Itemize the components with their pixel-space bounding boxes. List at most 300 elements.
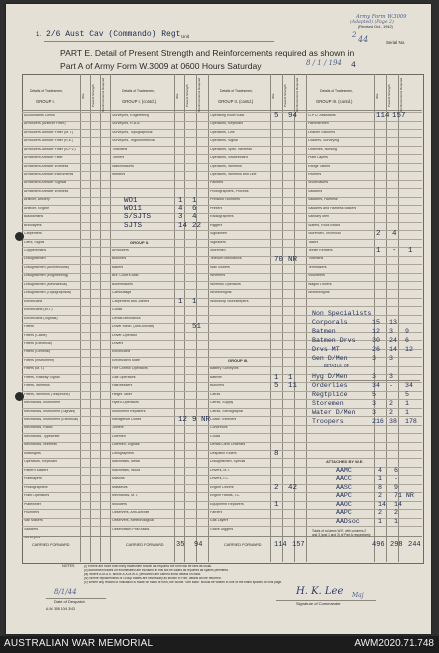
subheader-2-1: W.E. — [175, 92, 180, 99]
attached-label: AADsoc — [336, 517, 360, 525]
row-label-col2: Welders — [112, 172, 126, 176]
row-label-col3: Clerks, Stenographic — [210, 409, 244, 413]
row-label-col4: Textile Refitters — [308, 249, 333, 252]
row-label-col3: Draughtsmen, Special — [210, 460, 246, 464]
row-label-col1: Fitters, Wireless (Telephone) — [24, 392, 70, 396]
attached-reinf: 14 — [394, 500, 402, 508]
row-label-col3: Clerks, Supply — [210, 401, 234, 405]
stamp-label: Gen D/Men — [312, 355, 348, 362]
entry-col3-present: 1 — [274, 500, 279, 509]
row-label-col1: Fitters (M.T.) — [24, 367, 45, 371]
heading-year: 4 — [351, 61, 356, 70]
stamp-present: 24 — [389, 337, 397, 344]
col1-group: GROUP I. — [36, 99, 55, 104]
attached-present: 14 — [378, 500, 386, 508]
row-label-col1: Plant Operators — [24, 494, 50, 497]
serial-label: Serial No. — [386, 40, 406, 45]
unit-suffix: Unit — [181, 34, 190, 39]
entry-col3-present: 70 — [274, 255, 284, 264]
attached-reinf: 71 NR — [394, 492, 414, 500]
row-label-col3: Operators, Signal — [210, 139, 238, 143]
row-label-col1: Armament Artificer Wireless — [24, 189, 69, 193]
row-label-col1: Artificer, Engine — [24, 206, 50, 210]
row-label-col3: Wheelwrights — [210, 291, 232, 295]
entry-col3-reinf: 11 — [288, 382, 298, 391]
row-label-col2: Linemen, Signals — [112, 443, 140, 447]
row-label-col1: Platewriter — [24, 502, 41, 506]
stamp-divider — [310, 380, 420, 381]
row-label-col3: Dental Clerk Orderlies — [210, 443, 246, 447]
row-label-col1: Clerk, Signal — [24, 240, 45, 244]
note-line: (v) Where any reward or indication is made on back of form, the words "See Back" should be written in one of the blank spaces on this page. — [84, 581, 283, 584]
row-line — [22, 137, 422, 138]
row-label-col2: Hydro-Operators — [112, 401, 139, 405]
stamp-label: Corporals — [312, 319, 348, 326]
row-label-col4: Shoemakers — [308, 181, 329, 185]
row-label-col2: Driver Mech. (Anti Aircraft) — [112, 325, 155, 329]
grand-total-c: 244 — [408, 541, 421, 549]
unit-number: 1. — [36, 32, 42, 38]
entry-col2-reinf: 51 — [192, 323, 202, 332]
row-label-col2: Masons — [112, 477, 125, 481]
row-label-col2: Electrician's Mate — [112, 358, 141, 362]
row-label-col2: Moulders — [112, 502, 127, 506]
heading-line-1: PART E. Detail of Present Strength and Reinforcements required as shown in — [60, 48, 355, 58]
entry-col4-reinf: 1 — [408, 247, 413, 256]
row-label-col3: Batmen — [210, 375, 223, 379]
row-label-col2: Observers, Anti-Aircraft — [112, 510, 150, 514]
signature: H. K. Lee — [296, 586, 344, 597]
subheader-4-2: Present Strength — [387, 84, 392, 108]
row-label-col3: Photographers, Process — [210, 189, 249, 193]
row-label-col4: Leather Stitchers — [308, 130, 336, 134]
entry-col2-reinf: 9 NR — [192, 416, 211, 425]
note-line: (iv) Where replacements of Group trades are necessary as shown in Part, details will be returned. — [84, 577, 222, 580]
row-label-col2: Armourers — [112, 249, 129, 252]
punch-hole-bottom — [15, 392, 24, 401]
stamp-we: 3 — [372, 409, 376, 416]
row-label-col1: Plumbers — [24, 510, 40, 514]
despatch-label: Date of Despatch — [54, 599, 85, 604]
row-line — [22, 391, 422, 392]
row-label-col1: Carpenters — [24, 232, 42, 236]
stamp-reinf: 34 — [405, 382, 413, 389]
attached-label: AAOC — [336, 500, 352, 508]
entry-col2-label: S/SJTS — [124, 213, 152, 222]
entry-col4-present: - — [392, 247, 397, 256]
stamp-we: 15 — [372, 319, 380, 326]
col3-detail: Details of Tradesmen, — [220, 89, 253, 93]
row-label-col1: Sail Makers — [24, 519, 43, 523]
form-adapted: (Adapted) (Page 2) — [350, 20, 394, 25]
row-label-col1: Electricians — [24, 299, 43, 303]
row-line — [22, 306, 422, 307]
row-label-col1: Armourers Artificer Fitter (R.E.) — [24, 139, 74, 143]
row-label-col1: Fitters (Electrical) — [24, 341, 52, 345]
print-code: A.W. 358 10/4 3/43 — [46, 607, 75, 611]
subheader-1-3: Reinforcements Required — [101, 77, 106, 112]
row-label-col2: Turners — [112, 156, 125, 160]
row-label-col2: Drivers — [112, 341, 124, 345]
row-label-col1: Blacksmiths — [24, 215, 44, 219]
stamp-reinf: 1 — [405, 409, 409, 416]
row-label-col4: Orderlies, Nursing — [308, 147, 337, 151]
row-label-col2: Surveyors, R.A.A. — [112, 122, 141, 126]
stamp-present: 2 — [389, 400, 393, 407]
carried-forward-1: CARRIED FORWARD — [32, 543, 70, 547]
row-label-col4: Plate Layers — [308, 156, 328, 160]
row-label-col2: Driver-Operator — [112, 333, 137, 337]
stamp-we: 26 — [372, 346, 380, 353]
row-label-col1: Draughtsmen (Topographical) — [24, 291, 72, 295]
row-label-col3: Storemen — [210, 249, 226, 252]
attached-label: AAPC — [336, 492, 352, 500]
row-label-col1: Millwrights — [24, 451, 41, 455]
subheader-3-1: W.E. — [271, 92, 276, 99]
entry-col3-reinf: 1 — [288, 373, 293, 382]
heading-date: 8 / 1 / 194 — [306, 59, 342, 67]
row-label-col2: Gas Operators — [112, 375, 136, 379]
stamp-label: Hyg D/Men — [312, 373, 348, 380]
subheader-3-2: Present Strength — [283, 84, 288, 108]
subheader-1-1: W.E. — [81, 92, 86, 99]
row-label-col1: Armourers Artificer Fitter (A.F.V.) — [24, 147, 76, 151]
attached-present: 1 — [378, 475, 382, 483]
attached-label: AAMC — [336, 466, 352, 474]
row-line — [22, 340, 422, 341]
row-label-col2: Brk. Court's Asst. — [112, 274, 140, 278]
row-label-col2: Observation Post Assts. — [112, 527, 151, 531]
entry-col2-reinf: 4 — [192, 213, 197, 222]
stamp-label: DETAILS OF — [324, 365, 350, 369]
entry-col3-present: 5 — [274, 382, 279, 391]
carried-forward-2: CARRIED FORWARD — [126, 543, 164, 547]
signature-label: Signature of Commander — [296, 601, 341, 606]
despatch-date: 8/1/44 — [54, 588, 77, 596]
stamp-label: Troopers — [312, 418, 344, 425]
row-line — [22, 357, 422, 358]
row-label-col1: Mechanics, Radio — [24, 426, 53, 430]
row-label-col2: Lithographers — [112, 451, 134, 455]
row-label-col1: Armament Artificer Fitter — [24, 156, 63, 160]
row-label-col2: Boilermakers — [112, 282, 133, 286]
row-label-col2: Butchers — [112, 257, 127, 261]
row-label-col4: G.P.O. Assistants — [308, 113, 336, 117]
row-label-col4: Wheelwrights — [308, 291, 330, 295]
row-label-col1: Mechanics, Instrument (Signals) — [24, 409, 76, 413]
row-label-col1: Fitters — [24, 325, 34, 329]
stamp-label: Drvs MT — [312, 346, 340, 353]
row-line — [22, 349, 422, 350]
stamp-present: 3 — [389, 355, 393, 362]
attached-present: 2 — [378, 492, 382, 500]
row-label-col1: Mechanics, Instrument (Electrical) — [24, 418, 79, 421]
row-label-col1: Fitters (Instrument) — [24, 358, 55, 362]
note-line: (ii) Authorised trades on enumerated are included in this will be called as reported as spares permitted. — [84, 569, 229, 572]
row-label-col4: Tinsmiths — [308, 257, 324, 261]
row-label-col4: Loaders, Surveying — [308, 139, 339, 143]
row-label-col4: Sanitary Men — [308, 215, 330, 219]
row-label-col1: Pattern Makers — [24, 468, 49, 472]
row-label-col1: Electricians (Signals) — [24, 316, 58, 320]
stamp-label: Batmen — [312, 328, 336, 335]
row-label-col3: Operators, Keyboard — [210, 122, 244, 126]
entry-col2-present: 12 — [178, 416, 188, 425]
row-label-col3: Butchers — [210, 384, 225, 388]
row-label-col3: Operators, Wireless — [210, 164, 242, 168]
stamp-present: 13 — [389, 319, 397, 326]
attached-reinf: 9 — [394, 483, 398, 491]
stamp-present: 2 — [389, 409, 393, 416]
row-label-col2: Surveyors, Engineering — [112, 113, 150, 117]
row-label-col2: Machinists, Wood — [112, 468, 141, 472]
stamp-we: 3 — [372, 355, 376, 362]
entry-col2-label: SJTS — [124, 221, 143, 230]
form-revised: (Revised Oct., 1942) — [358, 25, 393, 29]
row-label-col3: Drivers, M.T. — [210, 468, 231, 472]
notes-title: NOTES — [62, 564, 75, 568]
entry-col2-present: 4 — [178, 204, 183, 213]
row-label-col3: Riggers — [210, 223, 223, 227]
attached-label: AAPC — [336, 509, 352, 517]
row-label-col1: Draughtsmen (Engineering) — [24, 274, 69, 278]
totals-label — [312, 530, 372, 537]
stamp-we: 3 — [372, 400, 376, 407]
row-label-col1: Electricians (M.T.) — [24, 308, 53, 312]
row-label-col2: Linemen — [112, 434, 126, 438]
row-label-col4: Storemen, Technical — [308, 232, 341, 236]
row-label-col3: Battery Surveyors — [210, 367, 239, 371]
entry-col4-present: 157 — [392, 112, 406, 120]
row-label-col2: Masseurs — [112, 485, 128, 489]
row-label-col1: Armourers (Artificer Fitter) — [24, 122, 66, 126]
row-line — [22, 374, 422, 375]
row-label-col3: Wheelers — [210, 274, 226, 278]
row-label-col4: Saddlers and Harness Makers — [308, 206, 357, 210]
stamp-present: 14 — [389, 346, 397, 353]
row-label-col4: Saddlers, Harness — [308, 198, 338, 202]
entry-col3-reinf: 94 — [288, 112, 298, 120]
entry-col3-present: 8 — [274, 450, 279, 458]
col3-group: GROUP II. (contd.) — [218, 99, 254, 104]
row-label-col3: Wall Sowers — [210, 265, 230, 269]
row-label-col3: Equipment Repairers — [210, 502, 244, 506]
row-label-col1: Armament Artificer Wireless — [24, 164, 69, 168]
row-label-col2: Fire Control Operators — [112, 367, 148, 371]
unit-underline — [44, 41, 274, 42]
stamp-reinf: 9 — [405, 328, 409, 335]
entry-col2-present: 1 — [178, 196, 183, 205]
row-label-col3: Radiographers — [210, 215, 234, 219]
row-line — [22, 205, 422, 206]
entry-col2-reinf: 1 — [192, 297, 197, 306]
row-line — [22, 222, 422, 223]
page-number: 2 — [352, 31, 357, 39]
row-label-col1: Fitters, Railway Signal — [24, 375, 60, 379]
stamp-reinf: 178 — [405, 418, 417, 425]
subheader-3-3: Reinforcements Required — [295, 77, 300, 112]
row-label-col1: Armourers Artificer Fitter (M.T.) — [24, 130, 74, 134]
attached-present: 2 — [378, 509, 382, 517]
row-label-col4: Volunteers — [308, 274, 325, 278]
stamp-label: Batmen Drvs — [312, 337, 356, 344]
stamp-reinf: 5 — [405, 391, 409, 398]
row-label-col1: Accountants Clerks — [24, 113, 55, 117]
row-label-col2: Hairdressers — [112, 384, 133, 388]
attached-present: 1 — [378, 517, 382, 525]
heading-line-2: Part A of Army Form W.3009 at 0600 Hours Saturday — [60, 61, 262, 71]
row-label-col3: Operators, Spec. Wireless — [210, 147, 252, 151]
stamp-label: Regtplice — [312, 391, 348, 398]
row-label-col1: Draughtsmen — [24, 257, 46, 261]
subheader-1-2: Present Strength — [91, 84, 96, 108]
row-label-col3: Farriers — [210, 510, 223, 514]
row-label-col1: Coppersmiths — [24, 249, 47, 252]
entry-col2-label: WO1 — [124, 196, 138, 205]
row-label-col3: Painters — [210, 181, 224, 185]
note-line: (i) If there are more than thirty tradesmen shown as required the form will be sent as usual. — [84, 565, 212, 568]
punch-hole-top — [15, 232, 24, 241]
stamp-label: Storemen — [312, 400, 344, 407]
row-label-col2: Bakers — [112, 265, 124, 269]
attached-present: 8 — [378, 483, 382, 491]
row-line — [22, 433, 422, 434]
row-label-col1: Operators, Keyboard — [24, 460, 58, 464]
stamp-label: Orderlies — [312, 382, 348, 389]
row-label-col3: Cooks — [210, 434, 221, 438]
cf3-b: 157 — [292, 541, 305, 549]
stamp-present: 3 — [389, 373, 393, 380]
row-label-col3: Engine Drivers — [210, 485, 234, 489]
attached-label: AACC — [336, 475, 352, 483]
row-label-col3: Operating Room Asst. — [210, 113, 246, 117]
row-label-col3: Concretors — [210, 426, 228, 430]
stamp-present: 38 — [389, 418, 397, 425]
entry-col4-we: 1 — [376, 247, 381, 256]
row-label-col1: Photographers — [24, 485, 48, 489]
cf3-a: 114 — [274, 541, 287, 549]
row-label-col1: Mechanics, Wireless — [24, 443, 57, 447]
row-line — [22, 332, 422, 333]
row-label-col2: Surveyors, Topographical — [112, 130, 153, 134]
stamp-label: Non Specialists — [312, 310, 372, 317]
note-line: (iii) Where A.M.A.S. and/or A.A.M.W.S. personnel are carried show details on back. — [84, 573, 202, 576]
row-label-col4: ATTACHED BY W.E. — [326, 460, 364, 465]
row-label-col1: Platelayers — [24, 477, 42, 481]
stamp-we: 30 — [372, 337, 380, 344]
entry-col3-present: 2 — [274, 483, 279, 492]
row-label-col1: Draughtsmen (Architectural) — [24, 265, 69, 269]
unit-name: 2/6 Aust Cav (Commando) Regt — [46, 30, 181, 39]
row-label-col1: Fitters (Cable) — [24, 333, 47, 337]
row-label-col2: Watchmakers — [112, 164, 134, 168]
row-label-col3: Drivers, I.C. — [210, 477, 229, 481]
stamp-label: Water D/Men — [312, 409, 356, 416]
stamp-reinf: 6 — [405, 337, 409, 344]
row-label-col2: Mechanics, M.T. — [112, 494, 138, 497]
entry-col2-present: 14 — [178, 221, 188, 230]
row-label-col4: Range Takers — [308, 164, 331, 168]
row-label-col2: Joiners — [112, 426, 124, 430]
entry-col3-present: 5 — [274, 112, 279, 120]
entry-col4-present: 4 — [392, 230, 397, 239]
attached-reinf: 1 — [394, 517, 398, 525]
row-label-col3: Operators, Switchboard — [210, 156, 248, 160]
row-label-col2: Tinsmiths — [112, 147, 128, 151]
entry-col3-reinf: NR — [288, 255, 298, 264]
row-label-col1: Bricklayers — [24, 223, 42, 227]
entry-col4-we: 2 — [376, 230, 381, 239]
row-label-col3: Wireless Operators — [210, 282, 241, 286]
row-label-col4: Hammermen — [308, 122, 329, 126]
row-label-col1: Mechanics, Typewriter — [24, 434, 60, 438]
row-label-col2: Intelligence Duties — [112, 418, 142, 421]
stamp-reinf: 12 — [405, 346, 413, 353]
entry-col2-present: 3 — [178, 213, 183, 222]
row-label-col1: Fitters (General) — [24, 350, 51, 354]
col1-detail: Details of Tradesmen, — [30, 89, 63, 93]
totals-label-text: Totals of columns W.E. with columns 2 and 3 (and 1 and 3) of Part A respectively — [312, 529, 371, 537]
attached-reinf: - — [394, 475, 398, 483]
row-label-col2: Camouflage — [112, 291, 132, 295]
row-label-col3: Predictor Numbers — [210, 198, 240, 202]
row-label-col3: Grave Diggers — [210, 527, 234, 531]
row-label-col2: Height Taker — [112, 392, 133, 396]
row-label-col3: Engine Hands, I.C. — [210, 494, 241, 497]
attached-reinf: 6 — [394, 466, 398, 474]
signature-rank: Maj — [352, 592, 364, 599]
row-label-col3: Telecom Mechanics — [210, 257, 242, 261]
stamp-reinf: 1 — [405, 400, 409, 407]
cf2-a: 35 — [176, 541, 185, 549]
col4-group: GROUP III. (contd.) — [316, 99, 353, 104]
carried-forward-3: CARRIED FORWARD — [224, 543, 262, 547]
row-line — [22, 458, 422, 459]
row-label-col1: Fitters, Wireless — [24, 384, 50, 388]
row-label-col2: Cooks — [112, 308, 123, 312]
row-label-col4: Tailors — [308, 240, 319, 244]
attached-reinf: 2 — [394, 509, 398, 517]
row-label-col1: Mechanics, Instrument — [24, 401, 61, 405]
entry-col2-reinf: 22 — [192, 221, 202, 230]
row-label-col3: GROUP III. — [228, 358, 249, 363]
row-label-col1: Saddlers — [24, 527, 39, 531]
subheader-4-1: W.E. — [375, 92, 380, 99]
row-label-col2: Dental Mechanics — [112, 316, 141, 320]
stamp-we: 5 — [372, 391, 376, 398]
stamp-we: 216 — [372, 418, 384, 425]
row-label-col3: Clerks — [210, 392, 221, 396]
entry-col3-present: 1 — [274, 373, 279, 382]
row-label-col4: Wagon Drivers — [308, 282, 332, 286]
row-label-col2: Electricians — [112, 350, 131, 354]
attached-present: 4 — [378, 466, 382, 474]
row-label-col2: Carpenters and Joiners — [112, 299, 150, 303]
row-label-col3: Workshop Storekeepers — [210, 299, 249, 303]
row-label-col2: GROUP II. — [130, 240, 150, 245]
row-label-col1: Artificer, Artillery — [24, 198, 50, 202]
row-label-col3: Signallers — [210, 240, 226, 244]
row-label-col3: Despatch Riders — [210, 451, 237, 455]
subheader-2-3: Reinforcements Required — [197, 77, 202, 112]
caption-id: AWM2020.71.748 — [354, 638, 434, 649]
stamp-we: 34 — [372, 382, 380, 389]
entry-col3-reinf: 42 — [288, 483, 298, 492]
row-label-col1: Armament Artificer Signals — [24, 181, 67, 185]
row-label-col3: Operators, Line — [210, 130, 235, 134]
row-label-col3: Printers — [210, 206, 223, 210]
grand-total-a: 496 — [372, 541, 385, 549]
